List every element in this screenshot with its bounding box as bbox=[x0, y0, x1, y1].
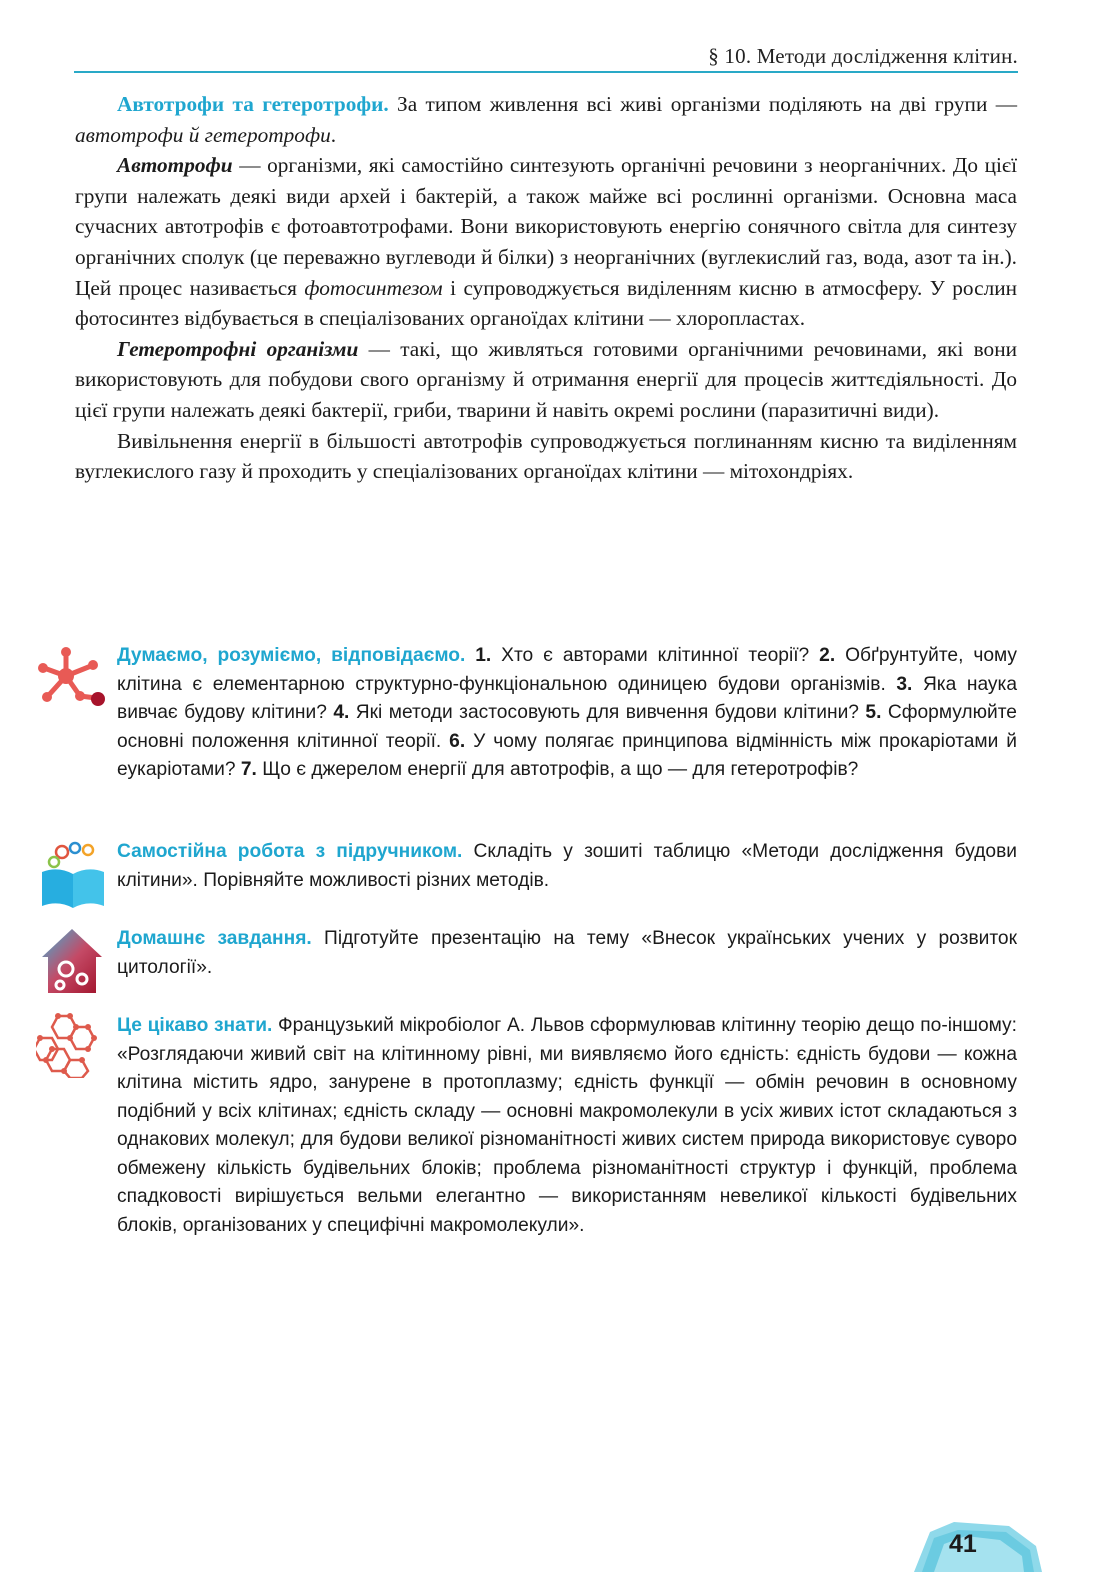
book-gears-icon bbox=[40, 838, 106, 910]
think-block: Думаємо, розуміємо, відповідаємо. 1. Хто є авторами клітинної теорії? 2. Обґрунтуйте, чому клітина є елементарною структурно-функціональною одиницею будови організмів. 3. Яка наука вивчає будову клітини? 4. Які методи застосовують для вивчення будови клітини? 5. Сформулюйте основні положення клітинної теорії. 6. У чому полягає принципова відмінність між прокаріотами й еукаріотами? 7. Що є джерелом енергії для автотрофів, а що — для гетеротрофів? bbox=[117, 645, 1017, 780]
term-heterotrophs: Гетеротрофні організми bbox=[117, 336, 359, 361]
header-title: § 10. Методи дослідження клітин. bbox=[708, 44, 1018, 68]
interesting-label: Це цікаво знати. bbox=[117, 1015, 273, 1036]
paragraph-intro: Автотрофи та гетеротрофи. За типом живлення всі живі організми поділяють на дві групи — автотрофи й гетеротрофи. bbox=[75, 92, 1017, 147]
think-label: Думаємо, розуміємо, відповідаємо. bbox=[117, 645, 466, 666]
selfwork-label: Самостійна робота з підручником. bbox=[117, 841, 463, 862]
page-number: 41 bbox=[949, 1530, 977, 1558]
main-text bbox=[75, 89, 1017, 487]
paragraph-autotrophs: Автотрофи — організми, які самостійно синтезують органічні речовини з неорганічних. До цієї групи належать деякі види архей і бактерій, а також майже всі рослинні організми. Основна маса сучасних автотрофів є фотоавтотрофами. Вони використовують енергію сонячного світла для синтезу органічних сполук (це переважно вуглеводи й білки) з неорганічних (вуглекислий газ, вода, азот та ін.). Цей процес називається фотосинтезом і супроводжується виділенням кисню в атмосферу. У рослин фотосинтез відбувається в спеціалізованих органоїдах клітини — хлоропластах. bbox=[75, 153, 1017, 331]
interesting-block: Це цікаво знати. Французький мікробіолог А. Львов сформулював клітинну теорію дещо по-іншому: «Розглядаючи живий світ на клітинному рівні, ми виявляємо його єдність: єдність будови — кожна клітина містить ядро, занурене в протоплазму; єдність функції — обмін речовин в основному подібний у всіх клітинах; єдність складу — основні макромолекули в усіх живих істот складаються з однакових молекул; для будови великої різноманітності живих систем природа використовує суворо обмежену кількість будівельних блоків; проблема різноманітності структур і функцій, проблема спадковості вирішується вельми елегантно — використанням невеликої кількості будівельних блоків, організованих у специфічні макромолекули». bbox=[117, 1015, 1017, 1236]
section-heading: Автотрофи та гетеротрофи. bbox=[117, 92, 389, 116]
selfwork-block: Самостійна робота з підручником. Складіть у зошиті таблицю «Методи дослідження будови клітини». Порівняйте можливості різних методів. bbox=[117, 841, 1017, 891]
paragraph-energy: Вивільнення енергії в більшості автотрофів супроводжується поглинанням кисню та виділенням вуглекислого газу й проходить у спеціалізованих органоїдах клітини — мітохондріях. bbox=[75, 428, 1017, 484]
page-tab-shape bbox=[914, 1522, 1042, 1572]
running-header bbox=[74, 44, 1018, 72]
molecule-icon bbox=[36, 644, 108, 708]
page-number-tab bbox=[914, 1522, 1042, 1572]
house-gears-icon bbox=[38, 925, 106, 995]
homework-block: Домашнє завдання. Підготуйте презентацію на тему «Внесок українських учених у розвиток цитології». bbox=[117, 928, 1017, 978]
paragraph-heterotrophs: Гетеротрофні організми — такі, що живляться готовими органічними речовинами, які вони використовують для побудови свого організму й отримання енергії для процесів життєдіяльності. До цієї групи належать деякі бактерії, гриби, тварини й навіть окремі рослини (паразитичні види). bbox=[75, 336, 1017, 422]
term-autotrophs: Автотрофи bbox=[117, 153, 233, 178]
homework-label: Домашнє завдання. bbox=[117, 928, 312, 949]
header-rule bbox=[74, 71, 1018, 73]
hexagon-network-icon bbox=[36, 1012, 108, 1078]
